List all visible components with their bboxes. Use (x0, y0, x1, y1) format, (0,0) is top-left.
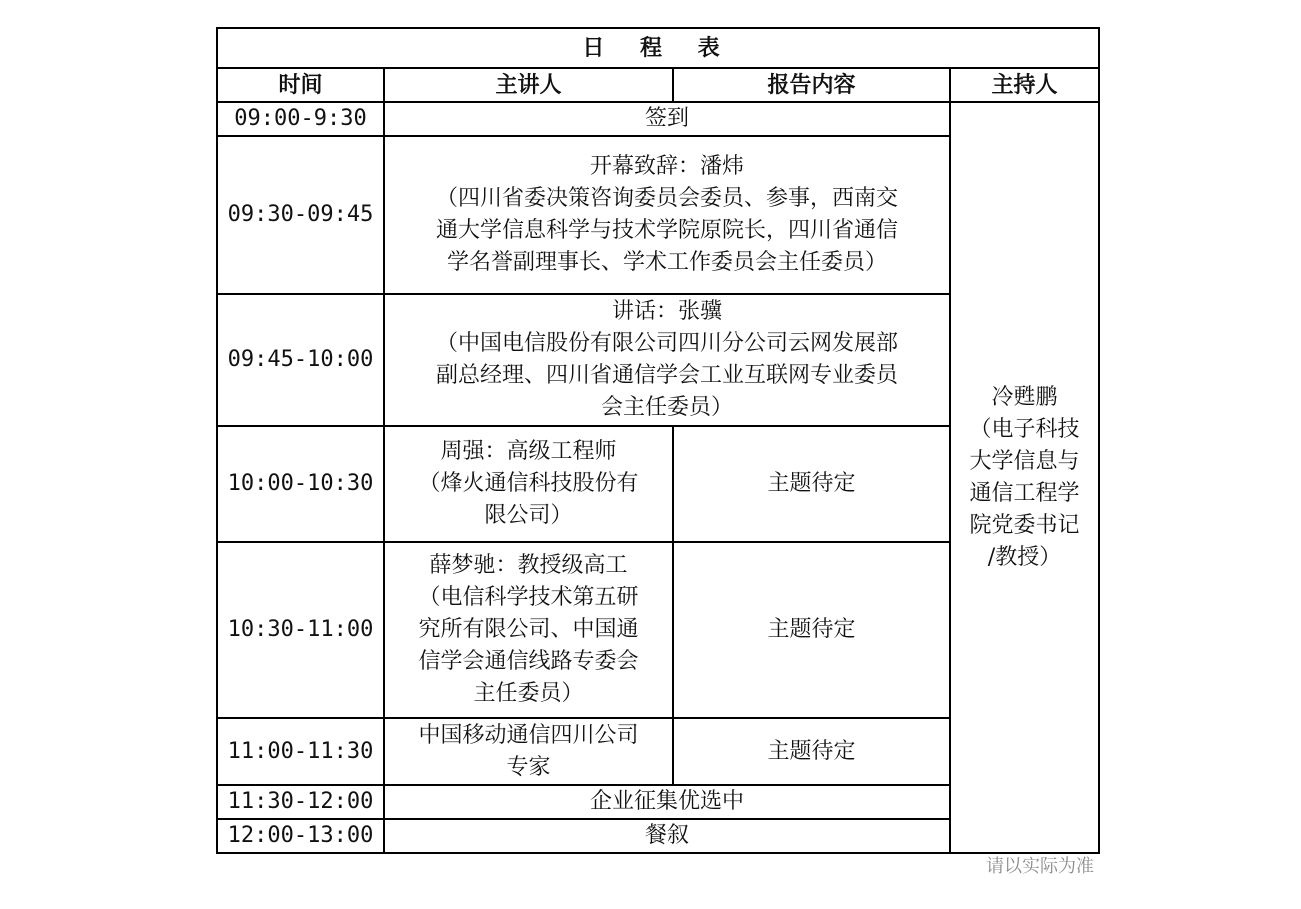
speaker-line: 中国移动通信四川公司 (418, 722, 639, 748)
host-name: 冷甦鹏 (991, 384, 1058, 410)
merged-line: （中国电信股份有限公司四川分公司云网发展部 (435, 331, 898, 356)
schedule-table (216, 27, 1100, 854)
speaker-line: 薛梦驰：教授级高工 (429, 553, 628, 578)
row-content: 主题待定 (673, 718, 950, 785)
host-line: （电子科技 (969, 416, 1080, 442)
merged-line: 学名誉副理事长、学术工作委员会主任委员） (446, 250, 887, 275)
row-content: 主题待定 (673, 542, 950, 718)
host-cell (950, 102, 1099, 853)
footnote: 请以实际为准 (986, 856, 1094, 877)
speaker-line: （烽火通信科技股份有 (418, 471, 639, 496)
header-content: 报告内容 (673, 68, 950, 102)
merged-line: （四川省委决策咨询委员会委员、参事，西南交 (435, 186, 898, 211)
row-merged: 企业征集优选中 (384, 785, 950, 819)
speaker-line: 专家 (506, 754, 551, 780)
speaker-line: 究所有限公司、中国通 (418, 617, 639, 642)
host-line: 通信工程学 (969, 480, 1080, 506)
table-title: 日 程 表 (217, 28, 1099, 68)
row-time: 12:00-13:00 (217, 819, 384, 853)
row-time: 09:45-10:00 (217, 294, 384, 426)
header-host: 主持人 (950, 68, 1099, 102)
row-time: 09:30-09:45 (217, 136, 384, 294)
speaker-line: 限公司） (484, 503, 573, 528)
speaker-line: 主任委员） (473, 681, 584, 706)
row-time: 10:00-10:30 (217, 426, 384, 542)
row-speaker (384, 426, 673, 542)
row-content: 主题待定 (673, 426, 950, 542)
row-merged (384, 136, 950, 294)
merged-line: 会主任委员） (600, 395, 733, 420)
row-time: 09:00-9:30 (217, 102, 384, 136)
speaker-line: 信学会通信线路专委会 (418, 649, 639, 674)
table-row (217, 102, 1099, 136)
merged-line: 讲话：张骥 (611, 299, 722, 324)
row-speaker (384, 542, 673, 718)
row-time: 11:30-12:00 (217, 785, 384, 819)
speaker-line: （电信科学技术第五研 (418, 585, 639, 610)
row-merged (384, 294, 950, 426)
header-speaker: 主讲人 (384, 68, 673, 102)
merged-line: 开幕致辞：潘炜 (589, 154, 744, 179)
host-line: 大学信息与 (969, 448, 1080, 474)
row-time: 11:00-11:30 (217, 718, 384, 785)
row-merged: 签到 (384, 102, 950, 136)
speaker-line: 周强：高级工程师 (440, 439, 617, 464)
row-merged: 餐叙 (384, 819, 950, 853)
merged-line: 通大学信息科学与技术学院原院长，四川省通信 (435, 218, 898, 243)
header-time: 时间 (217, 68, 384, 102)
row-time: 10:30-11:00 (217, 542, 384, 718)
row-speaker (384, 718, 673, 785)
merged-line: 副总经理、四川省通信学会工业互联网专业委员 (435, 363, 898, 388)
host-line: /教授） (987, 544, 1062, 570)
host-line: 院党委书记 (969, 512, 1080, 538)
